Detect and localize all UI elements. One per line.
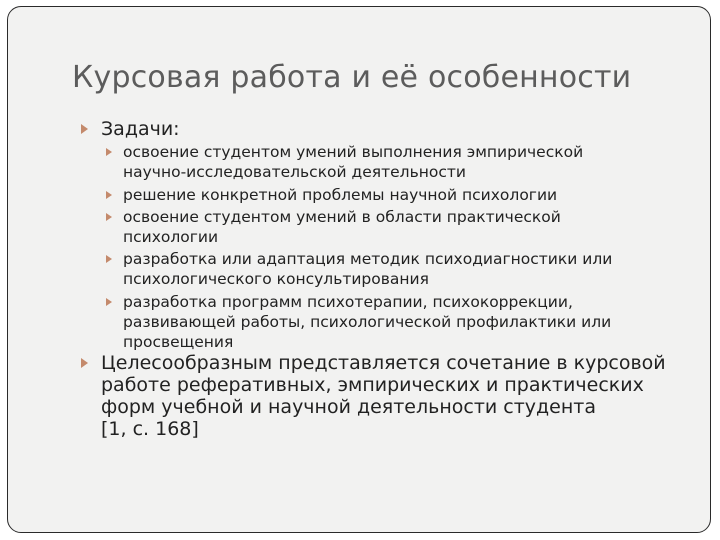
bullet-icon <box>106 298 112 306</box>
task-item-3-line-1: освоение студентом умений в области практической <box>123 208 561 226</box>
bullet-icon <box>81 358 88 368</box>
citation: [1, с. 168] <box>101 418 199 440</box>
task-item-5-line-1: разработка программ психотерапии, психокоррекции, <box>123 293 573 311</box>
bullet-icon <box>106 213 112 221</box>
task-item-1-line-2: научно-исследовательской деятельности <box>123 163 466 181</box>
tasks-heading: Задачи: <box>101 118 180 140</box>
task-item-4-line-2: психологического консультирования <box>123 270 429 288</box>
conclusion-line-1: Целесообразным представляется сочетание в курсовой <box>101 352 666 374</box>
task-item-5-line-2: развивающей работы, психологической профилактики или <box>123 313 612 331</box>
task-item-2-line-1: решение конкретной проблемы научной психологии <box>123 186 558 204</box>
slide-title: Курсовая работа и её особенности <box>72 60 632 95</box>
task-item-5-line-3: просвещения <box>123 333 234 351</box>
conclusion-line-3: форм учебной и научной деятельности студента <box>101 396 596 418</box>
conclusion-line-2: работе реферативных, эмпирических и практических <box>101 374 644 396</box>
bullet-icon <box>106 191 112 199</box>
task-item-3-line-2: психологии <box>123 228 219 246</box>
task-item-4-line-1: разработка или адаптация методик психодиагностики или <box>123 250 613 268</box>
bullet-icon <box>81 124 88 134</box>
bullet-icon <box>106 255 112 263</box>
bullet-icon <box>106 148 112 156</box>
conclusion-paragraph <box>101 352 666 440</box>
task-item-1-line-1: освоение студентом умений выполнения эмпирической <box>123 143 584 161</box>
